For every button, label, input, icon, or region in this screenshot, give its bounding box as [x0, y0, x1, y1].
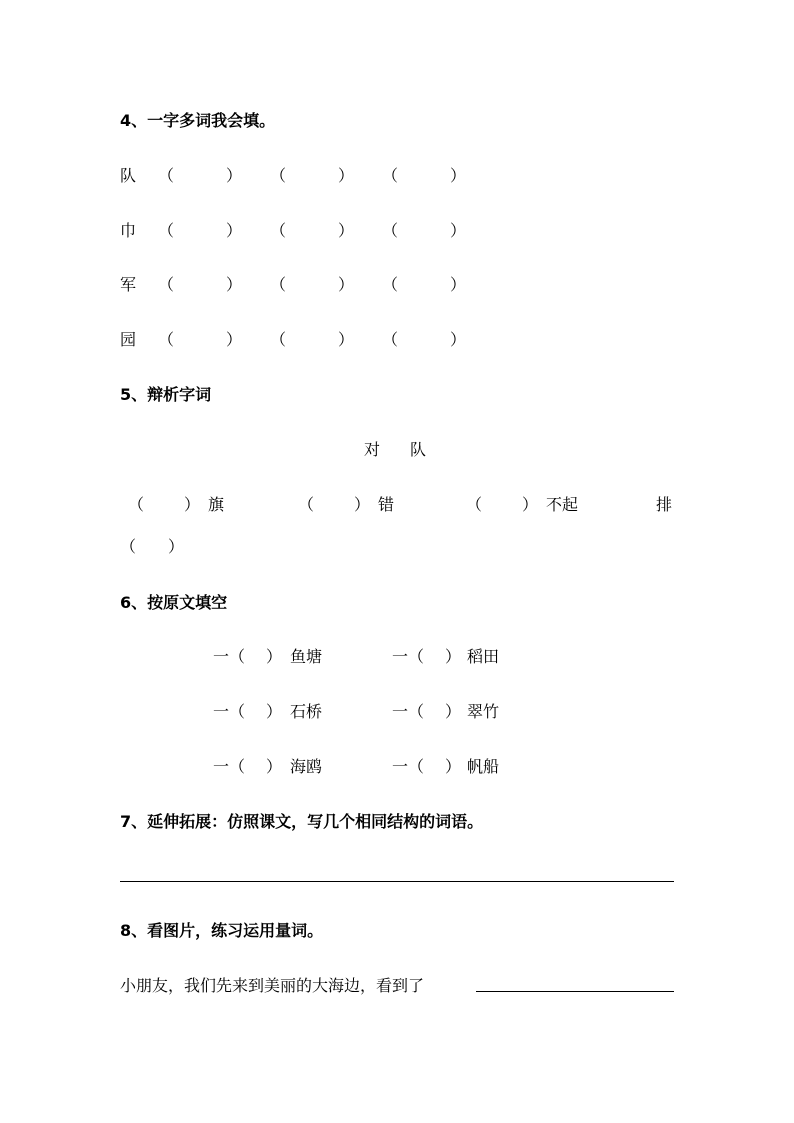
q5-pair-word: 对 — [364, 440, 381, 459]
q4-row-char: 军 — [120, 275, 137, 294]
q8-heading: 8、看图片，练习运用量词。 — [120, 921, 324, 940]
blank-close-paren: ） — [338, 275, 355, 294]
q6-heading: 6、按原文填空 — [120, 593, 228, 612]
blank-close-paren: ） — [450, 330, 467, 349]
blank-open-paren: （ — [158, 275, 175, 294]
blank-open-paren: （ — [270, 330, 287, 349]
q5-pair-word: 队 — [410, 440, 427, 459]
q6-word: 帆船 — [467, 757, 500, 776]
blank-open-paren: （ — [128, 495, 145, 514]
blank-close-paren: ） — [226, 330, 243, 349]
blank-open-paren: （ — [466, 495, 483, 514]
q4-heading: 4、一字多词我会填。 — [120, 111, 276, 130]
blank-close-paren: ） — [226, 221, 243, 240]
blank-close-paren: ） — [450, 275, 467, 294]
q5-last-paren: （ ） — [120, 537, 185, 556]
blank-open-paren: （ — [382, 221, 399, 240]
q6-prefix: 一（ — [213, 647, 246, 666]
blank-close-paren: ） — [450, 221, 467, 240]
q6-prefix: 一（ — [213, 702, 246, 721]
q5-item-suffix: 错 — [378, 495, 395, 514]
q6-word: 稻田 — [467, 647, 500, 666]
q6-prefix: 一（ — [392, 757, 425, 776]
q4-row-char: 队 — [120, 166, 137, 185]
blank-close-paren: ） — [338, 166, 355, 185]
q5-last-word: 排 — [656, 495, 673, 514]
q8-answer-line[interactable] — [476, 991, 674, 992]
q5-heading: 5、辩析字词 — [120, 385, 212, 404]
blank-close-paren: ） — [445, 647, 462, 666]
blank-close-paren: ） — [266, 757, 283, 776]
blank-close-paren: ） — [184, 495, 201, 514]
blank-close-paren: ） — [266, 647, 283, 666]
blank-open-paren: （ — [382, 330, 399, 349]
blank-close-paren: ） — [338, 330, 355, 349]
blank-open-paren: （ — [270, 221, 287, 240]
blank-close-paren: ） — [354, 495, 371, 514]
blank-open-paren: （ — [158, 166, 175, 185]
blank-open-paren: （ — [382, 166, 399, 185]
blank-open-paren: （ — [270, 166, 287, 185]
q5-item-suffix: 不起 — [546, 495, 579, 514]
blank-close-paren: ） — [445, 702, 462, 721]
q8-sentence: 小朋友，我们先来到美丽的大海边，看到了 — [120, 976, 425, 995]
q4-row-char: 巾 — [120, 221, 137, 240]
blank-close-paren: ） — [522, 495, 539, 514]
q7-answer-line[interactable] — [120, 881, 674, 882]
blank-close-paren: ） — [226, 166, 243, 185]
q4-row-char: 园 — [120, 330, 137, 349]
q6-prefix: 一（ — [213, 757, 246, 776]
q6-prefix: 一（ — [392, 702, 425, 721]
blank-close-paren: ） — [338, 221, 355, 240]
blank-open-paren: （ — [270, 275, 287, 294]
blank-open-paren: （ — [382, 275, 399, 294]
blank-close-paren: ） — [445, 757, 462, 776]
q6-word: 翠竹 — [467, 702, 500, 721]
q6-word: 石桥 — [290, 702, 323, 721]
q5-item-suffix: 旗 — [208, 495, 225, 514]
blank-open-paren: （ — [298, 495, 315, 514]
blank-open-paren: （ — [158, 221, 175, 240]
blank-close-paren: ） — [266, 702, 283, 721]
q6-word: 鱼塘 — [290, 647, 323, 666]
blank-open-paren: （ — [158, 330, 175, 349]
q6-word: 海鸥 — [290, 757, 323, 776]
q7-heading: 7、延伸拓展：仿照课文，写几个相同结构的词语。 — [120, 812, 484, 831]
blank-close-paren: ） — [226, 275, 243, 294]
q6-prefix: 一（ — [392, 647, 425, 666]
blank-close-paren: ） — [450, 166, 467, 185]
